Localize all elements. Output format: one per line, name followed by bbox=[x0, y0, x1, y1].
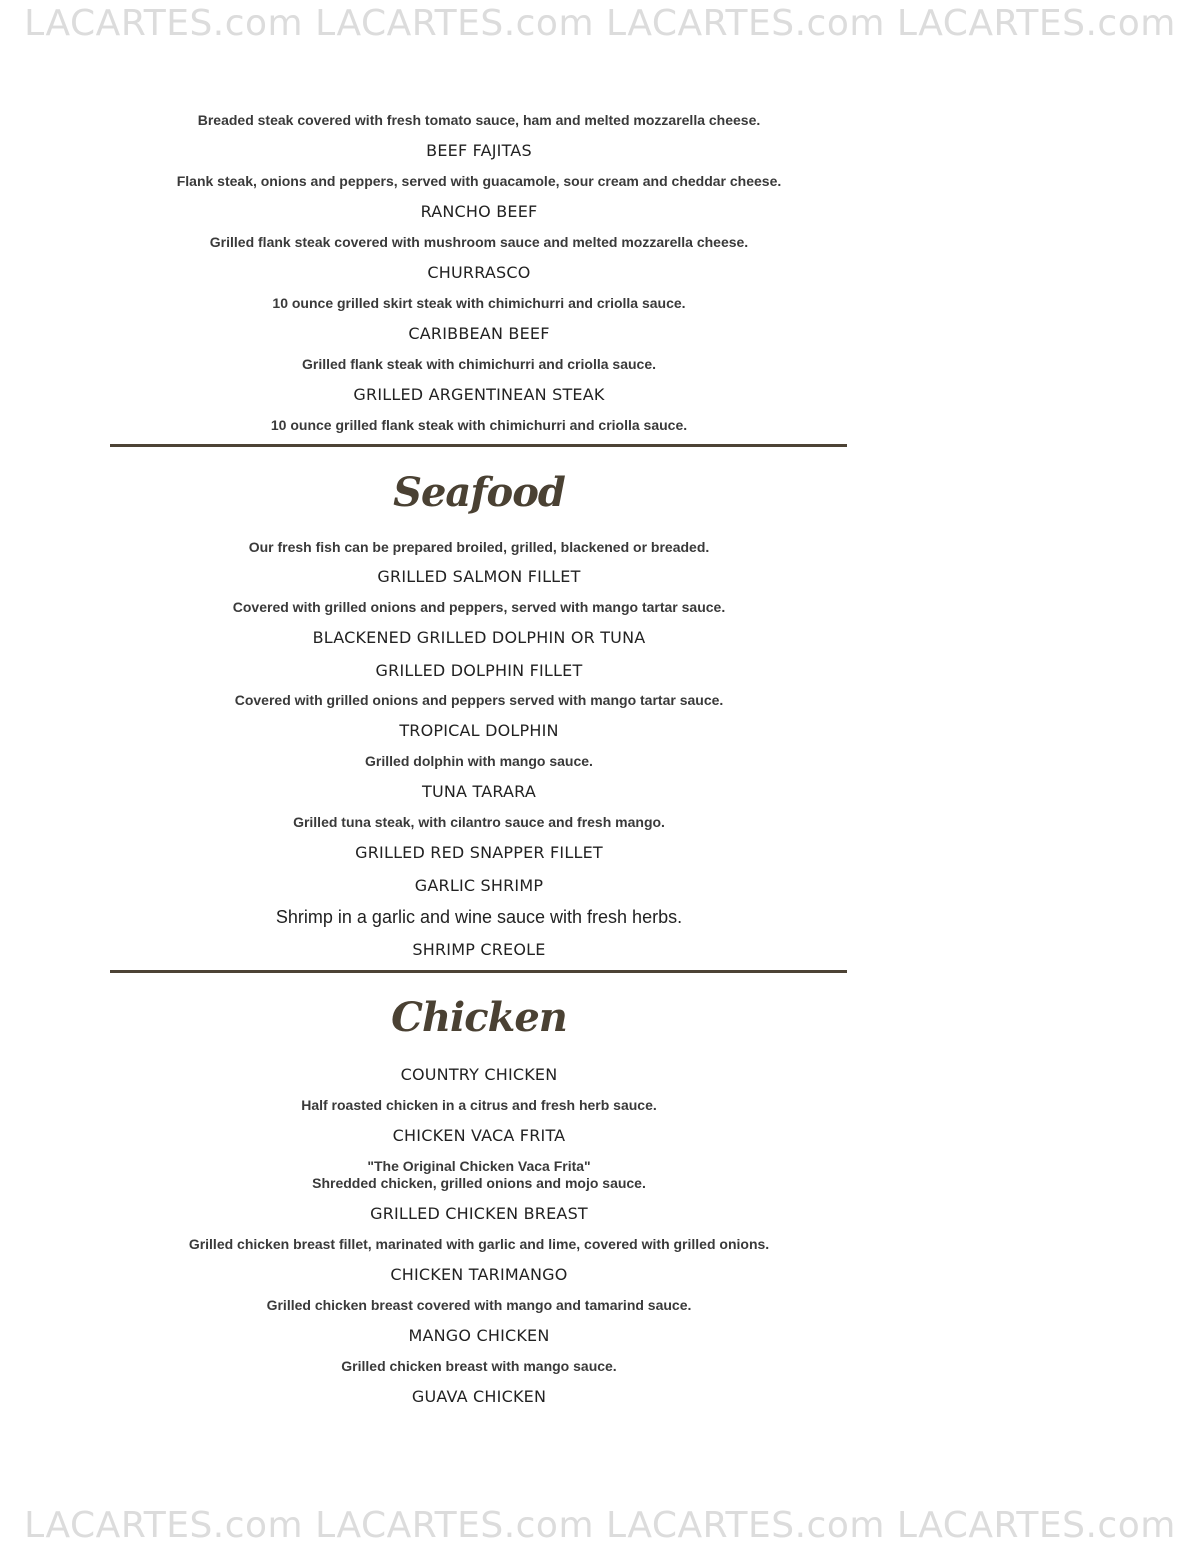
item-description: Grilled chicken breast covered with mango and tamarind sauce. bbox=[266, 1297, 692, 1313]
item-description: 10 ounce grilled skirt steak with chimichurri and criolla sauce. bbox=[272, 295, 686, 311]
menu-item-name: TUNA TARARA bbox=[422, 782, 536, 801]
menu-item-name: GARLIC SHRIMP bbox=[414, 876, 544, 895]
item-description: Flank steak, onions and peppers, served with guacamole, sour cream and cheddar cheese. bbox=[176, 173, 782, 189]
menu-item-name: MANGO CHICKEN bbox=[408, 1326, 550, 1345]
menu-item-name: COUNTRY CHICKEN bbox=[400, 1065, 558, 1084]
menu-item-name: BEEF FAJITAS bbox=[426, 141, 532, 160]
item-description: Grilled chicken breast with mango sauce. bbox=[341, 1358, 617, 1374]
item-description: Grilled dolphin with mango sauce. bbox=[365, 753, 593, 769]
menu-item-name: RANCHO BEEF bbox=[420, 202, 538, 221]
item-description: Shrimp in a garlic and wine sauce with fresh herbs. bbox=[275, 907, 683, 927]
menu-item-name: SHRIMP CREOLE bbox=[412, 940, 546, 959]
section-title-chicken: Chicken bbox=[391, 994, 567, 1041]
menu-item-name: CHICKEN VACA FRITA bbox=[392, 1126, 566, 1145]
menu-item-name: GRILLED DOLPHIN FILLET bbox=[375, 661, 583, 680]
menu-item-name: GRILLED RED SNAPPER FILLET bbox=[355, 843, 603, 862]
menu-item-name: BLACKENED GRILLED DOLPHIN OR TUNA bbox=[312, 628, 646, 647]
item-description: Shredded chicken, grilled onions and mojo sauce. bbox=[312, 1175, 646, 1191]
item-description: Half roasted chicken in a citrus and fresh herb sauce. bbox=[301, 1097, 657, 1113]
section-divider bbox=[110, 970, 847, 973]
item-description: Breaded steak covered with fresh tomato sauce, ham and melted mozzarella cheese. bbox=[197, 112, 761, 128]
item-description: Grilled flank steak covered with mushroom sauce and melted mozzarella cheese. bbox=[209, 234, 749, 250]
menu-item-name: CARIBBEAN BEEF bbox=[408, 324, 550, 343]
menu-item-name: CHURRASCO bbox=[427, 263, 531, 282]
section-title-seafood: Seafood bbox=[393, 469, 565, 516]
menu-item-name: GRILLED SALMON FILLET bbox=[377, 567, 581, 586]
section-divider bbox=[110, 444, 847, 447]
item-description: Grilled flank steak with chimichurri and criolla sauce. bbox=[301, 356, 656, 372]
menu-item-name: TROPICAL DOLPHIN bbox=[399, 721, 559, 740]
item-description: 10 ounce grilled flank steak with chimichurri and criolla sauce. bbox=[270, 417, 688, 433]
section-intro: Our fresh fish can be prepared broiled, grilled, blackened or breaded. bbox=[248, 539, 710, 555]
menu-item-name: GRILLED CHICKEN BREAST bbox=[370, 1204, 588, 1223]
item-description: Covered with grilled onions and peppers, served with mango tartar sauce. bbox=[232, 599, 726, 615]
watermark-top: LACARTES.com LACARTES.com LACARTES.com LACARTES.com bbox=[24, 3, 1176, 44]
item-description: Covered with grilled onions and peppers served with mango tartar sauce. bbox=[234, 692, 724, 708]
menu-item-name: GRILLED ARGENTINEAN STEAK bbox=[353, 385, 605, 404]
item-description: Grilled chicken breast fillet, marinated with garlic and lime, covered with grilled onions. bbox=[188, 1236, 770, 1252]
menu-item-name: CHICKEN TARIMANGO bbox=[390, 1265, 568, 1284]
menu-item-name: GUAVA CHICKEN bbox=[411, 1387, 547, 1406]
item-description: "The Original Chicken Vaca Frita" bbox=[367, 1158, 591, 1174]
item-description: Grilled tuna steak, with cilantro sauce and fresh mango. bbox=[293, 814, 665, 830]
watermark-bottom: LACARTES.com LACARTES.com LACARTES.com LACARTES.com bbox=[24, 1505, 1176, 1546]
